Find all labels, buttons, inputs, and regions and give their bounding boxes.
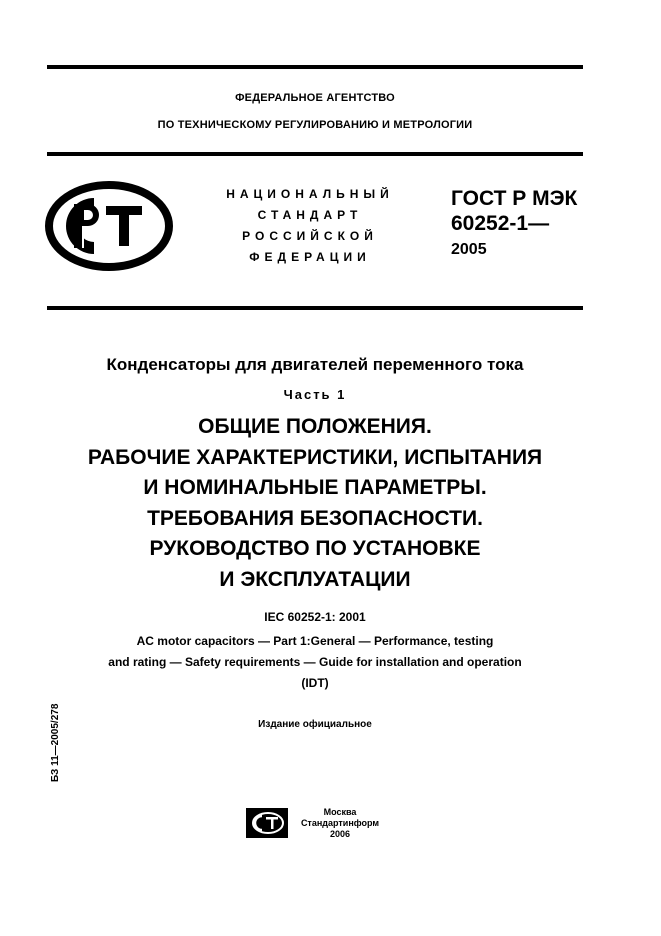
block-bottom-rule [47, 306, 583, 310]
standartinform-logo-icon [246, 808, 288, 838]
main-title-line: РАБОЧИЕ ХАРАКТЕРИСТИКИ, ИСПЫТАНИЯ [87, 445, 543, 469]
main-title-line: И НОМИНАЛЬНЫЕ ПАРАМЕТРЫ. [143, 476, 487, 499]
national-line: СТАНДАРТ [257, 208, 363, 222]
publisher-name: Стандартинформ [300, 818, 380, 828]
agency-line-2: ПО ТЕХНИЧЕСКОМУ РЕГУЛИРОВАНИЮ И МЕТРОЛОГИИ [157, 119, 473, 131]
part-label: Часть 1 [283, 387, 347, 402]
top-rule [47, 65, 583, 69]
national-standard-label [212, 184, 408, 268]
main-title-line: И ЭКСПЛУАТАЦИИ [219, 567, 411, 591]
standard-designation [451, 186, 577, 261]
publisher-year: 2006 [329, 829, 351, 839]
side-code: БЗ 11—2005/278 [50, 703, 61, 782]
designation-year: 2005 [451, 241, 487, 258]
iec-reference: IEC 60252-1: 2001 [264, 610, 366, 624]
main-title-line: РУКОВОДСТВО ПО УСТАНОВКЕ [149, 537, 481, 560]
main-title-line: ТРЕБОВАНИЯ БЕЗОПАСНОСТИ. [147, 506, 483, 530]
rst-emblem-icon [44, 180, 174, 272]
designation-line-2: 60252-1— [451, 212, 550, 235]
national-line: ФЕДЕРАЦИИ [249, 250, 371, 264]
edition-label: Издание официальное [258, 719, 372, 730]
main-title [0, 412, 630, 595]
main-title-line: ОБЩИЕ ПОЛОЖЕНИЯ. [198, 415, 432, 438]
agency-line-1: ФЕДЕРАЛЬНОЕ АГЕНТСТВО [235, 92, 395, 104]
designation-line-1: ГОСТ Р МЭК [451, 187, 578, 210]
english-title-line: and rating — Safety requirements — Guide for installation and operation [108, 655, 522, 669]
publisher-info [300, 807, 380, 840]
publisher-city: Москва [323, 807, 357, 817]
header-bottom-rule [47, 152, 583, 156]
subject-title: Конденсаторы для двигателей переменного тока [106, 355, 524, 374]
english-title-line: AC motor capacitors — Part 1:General — Performance, testing [136, 634, 494, 648]
national-line: РОССИЙСКОЙ [242, 229, 378, 243]
national-line: НАЦИОНАЛЬНЫЙ [226, 187, 394, 201]
english-title [0, 631, 630, 694]
english-title-line: (IDT) [301, 676, 329, 690]
